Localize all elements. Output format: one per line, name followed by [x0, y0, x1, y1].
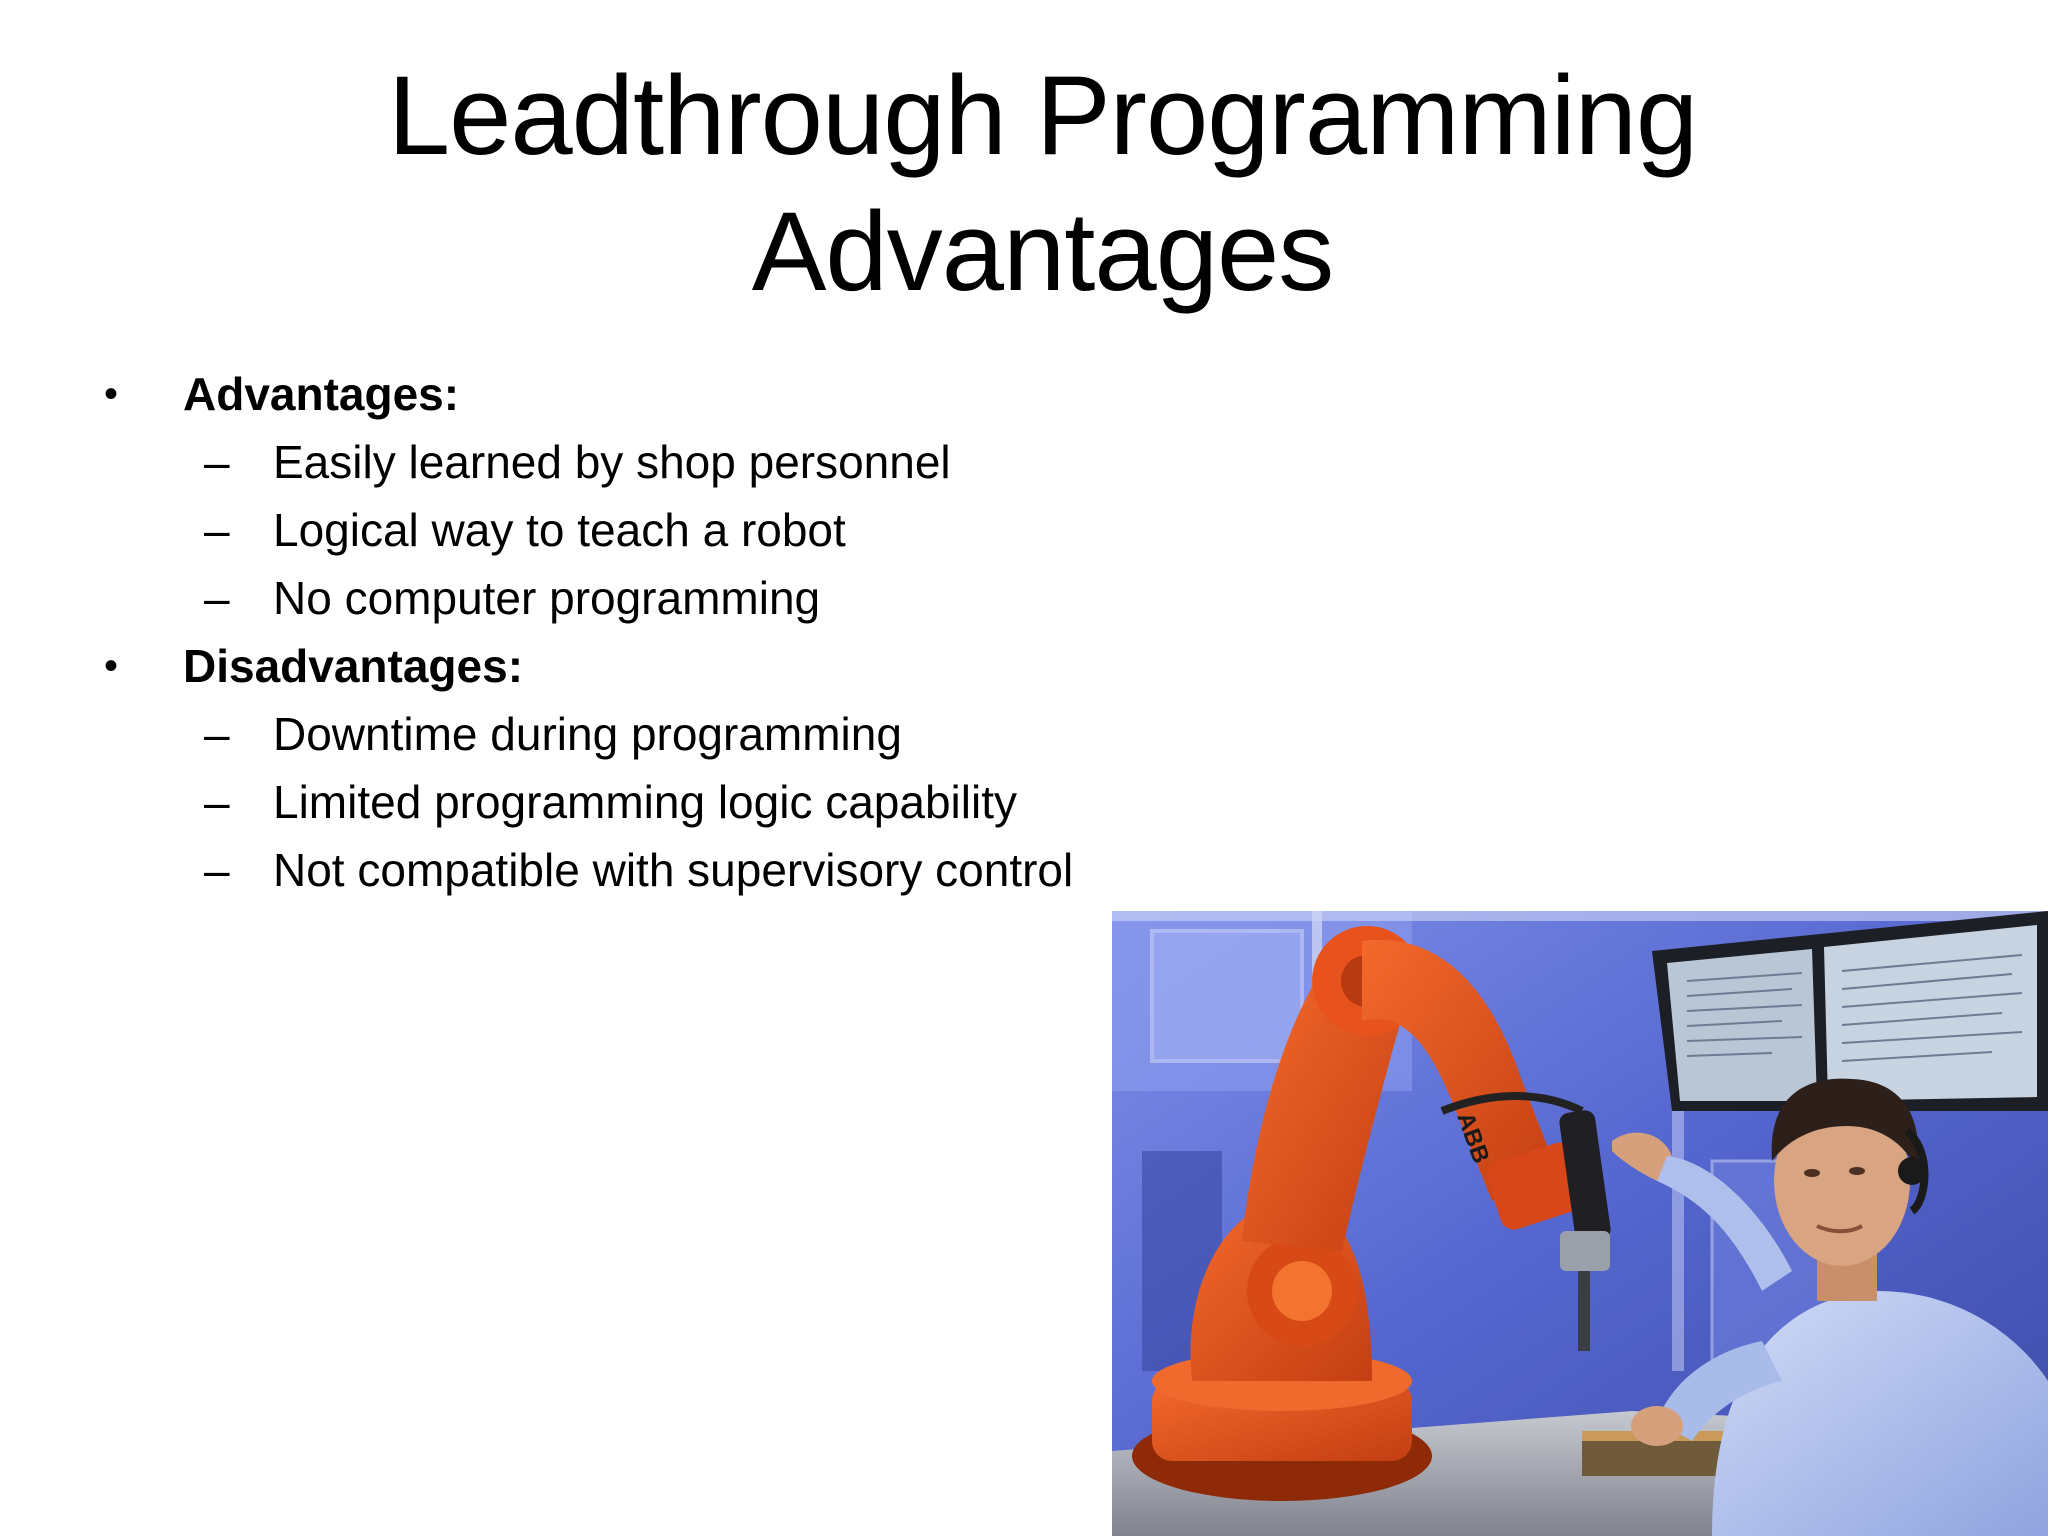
sub-bullet-text: Limited programming logic capability — [273, 776, 1017, 828]
bullet-heading: Advantages: — [183, 368, 460, 420]
sub-bullet-text: Logical way to teach a robot — [273, 504, 846, 556]
title-line-2: Advantages — [751, 189, 1334, 314]
sub-bullet — [0, 496, 1140, 564]
sub-bullet — [0, 428, 1140, 496]
sub-bullet — [0, 836, 1140, 904]
robot-programming-photo — [1112, 911, 2048, 1536]
bullet-list — [0, 360, 1140, 904]
dash-marker: – — [204, 572, 230, 624]
dash-marker: – — [204, 708, 230, 760]
bullet-heading: Disadvantages: — [183, 640, 524, 692]
sub-bullet — [0, 768, 1140, 836]
title-line-1: Leadthrough Programming — [387, 53, 1698, 178]
dash-marker: – — [204, 776, 230, 828]
bullet-disadvantages — [0, 632, 1140, 700]
sub-bullet-text: No computer programming — [273, 572, 821, 624]
dash-marker: – — [204, 844, 230, 896]
robot-brand-label: ABB — [1451, 1108, 1495, 1167]
dash-marker: – — [204, 436, 230, 488]
sub-bullet-text: Not compatible with supervisory control — [273, 844, 1074, 896]
dash-marker: – — [204, 504, 230, 556]
sub-bullet-text: Downtime during programming — [273, 708, 902, 760]
sub-bullet-text: Easily learned by shop personnel — [273, 436, 951, 488]
sub-bullet — [0, 564, 1140, 632]
slide-title — [0, 48, 2048, 320]
bullet-advantages — [0, 360, 1140, 428]
bullet-marker: • — [104, 372, 119, 416]
bullet-marker: • — [104, 644, 119, 688]
sub-bullet — [0, 700, 1140, 768]
